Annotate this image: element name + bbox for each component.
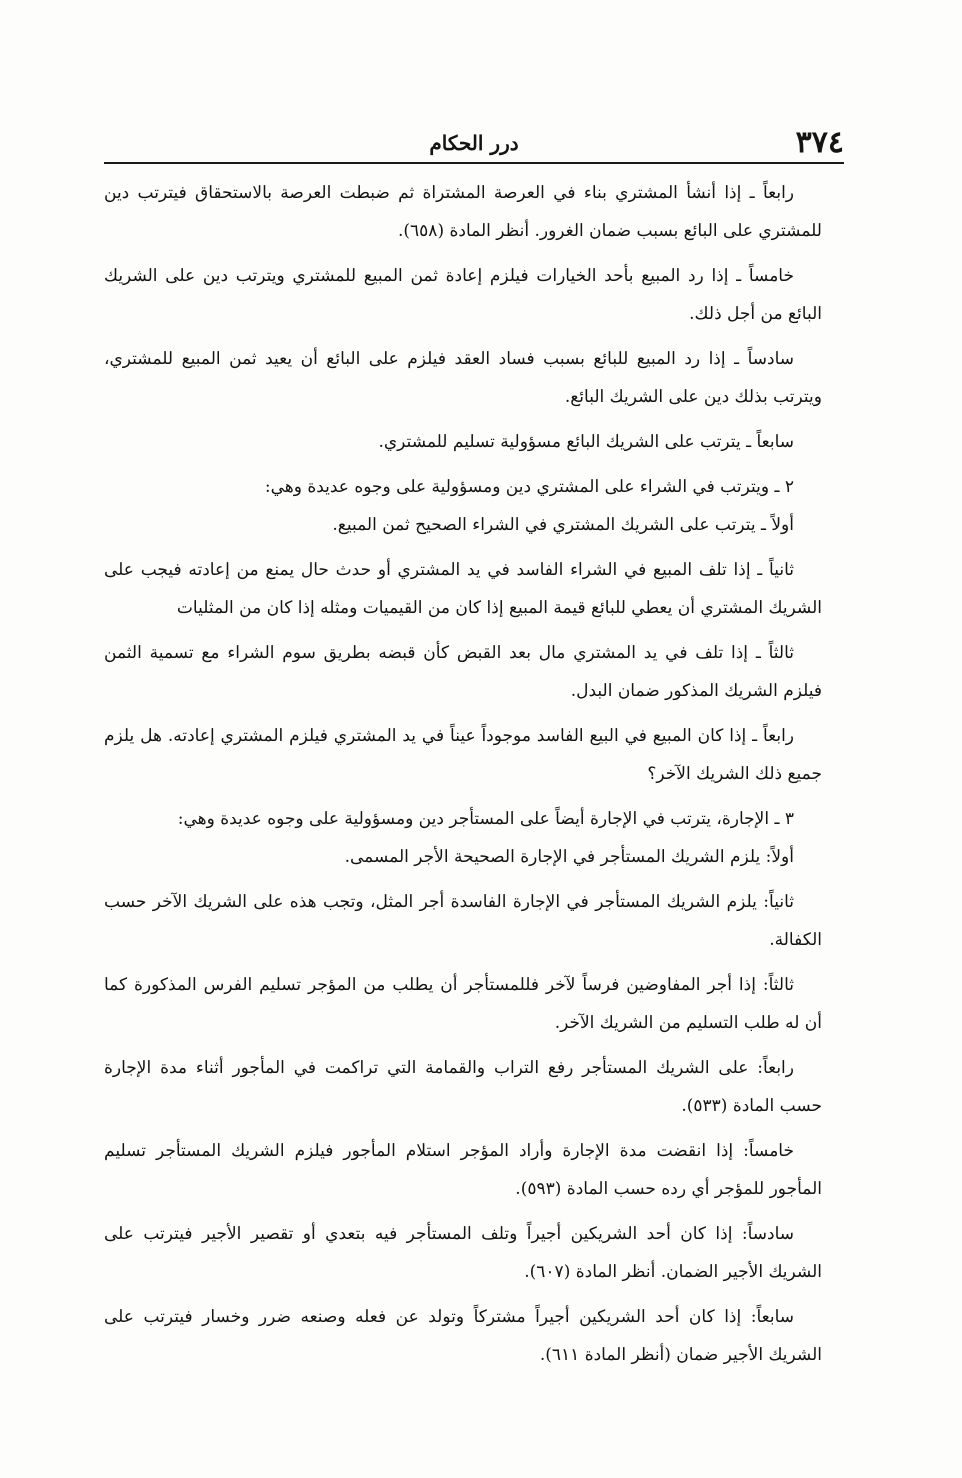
paragraph-purchase-second: ثانياً ـ إذا تلف المبيع في الشراء الفاسد في يد المشتري أو حدث حال يمنع من إعادته فيجب على الشريك المشتري أن يعطي للبائع قيمة المبيع إذا كان من القيميات ومثله إذا كان من المثليات [104,560,822,618]
paragraph-lease-fifth: خامساً: إذا انقضت مدة الإجارة وأراد المؤجر استلام المأجور فيلزم الشريك المستأجر تسليم المأجور للمؤجر أي رده حسب المادة (٥٩٣). [104,1141,822,1199]
paragraph-lease-heading: ٣ ـ الإجارة، يترتب في الإجارة أيضاً على المستأجر دين ومسؤولية على وجوه عديدة وهي: [177,809,794,829]
page-header [104,126,844,164]
paragraph-lease-fourth: رابعاً: على الشريك المستأجر رفع التراب والقمامة التي تراكمت في المأجور أثناء مدة الإجارة حسب المادة (٥٣٣). [104,1058,822,1116]
paragraph-fourth-building: رابعاً ـ إذا أنشأ المشتري بناء في العرصة المشتراة ثم ضبطت العرصة بالاستحقاق فيترتب دين للمشتري على البائع بسبب ضمان الغرور. أنظر المادة (٦٥٨). [104,183,822,241]
paragraph-lease-first: أولاً: يلزم الشريك المستأجر في الإجارة الصحيحة الأجر المسمى. [344,847,794,867]
paragraph-purchase-third: ثالثاً ـ إذا تلف في يد المشتري مال بعد القبض كأن قبضه بطريق سوم الشراء مع تسمية الثمن فيلزم الشريك المذكور ضمان البدل. [104,643,822,701]
page-body [104,174,822,1381]
page-number: ٣٧٤ [795,125,844,160]
paragraph-purchase-heading: ٢ ـ ويترتب في الشراء على المشتري دين ومسؤولية على وجوه عديدة وهي: [264,477,794,497]
paragraph-lease-seventh: سابعاً: إذا كان أحد الشريكين أجيراً مشتركاً وتولد عن فعله وصنعه ضرر وخسار فيترتب على الشريك الأجير ضمان (أنظر المادة ٦١١). [104,1307,822,1365]
running-title: درر الحكام [429,131,519,155]
paragraph-seventh-delivery: سابعاً ـ يترتب على الشريك البائع مسؤولية تسليم للمشتري. [378,432,794,452]
paragraph-lease-second: ثانياً: يلزم الشريك المستأجر في الإجارة الفاسدة أجر المثل، وتجب هذه على الشريك الآخر حسب الكفالة. [104,892,822,950]
paragraph-purchase-fourth: رابعاً ـ إذا كان المبيع في البيع الفاسد موجوداً عيناً في يد المشتري فيلزم المشتري إعادته. هل يلزم جميع ذلك الشريك الآخر؟ [104,726,822,784]
paragraph-purchase-first: أولاً ـ يترتب على الشريك المشتري في الشراء الصحيح ثمن المبيع. [332,515,794,535]
paragraph-fifth-option-return: خامساً ـ إذا رد المبيع بأحد الخيارات فيلزم إعادة ثمن المبيع للمشتري ويترتب دين على الشريك البائع من أجل ذلك. [104,266,822,324]
paragraph-sixth-void-contract: سادساً ـ إذا رد المبيع للبائع بسبب فساد العقد فيلزم على البائع أن يعيد ثمن المبيع للمشتري، ويترتب بذلك دين على الشريك البائع. [104,349,822,407]
paragraph-lease-third: ثالثاً: إذا أجر المفاوضين فرساً لآخر فللمستأجر أن يطلب من المؤجر تسليم الفرس المذكورة كما أن له طلب التسليم من الشريك الآخر. [104,975,822,1033]
paragraph-lease-sixth: سادساً: إذا كان أحد الشريكين أجيراً وتلف المستأجر فيه بتعدي أو تقصير الأجير فيترتب على الشريك الأجير الضمان. أنظر المادة (٦٠٧). [104,1224,822,1282]
